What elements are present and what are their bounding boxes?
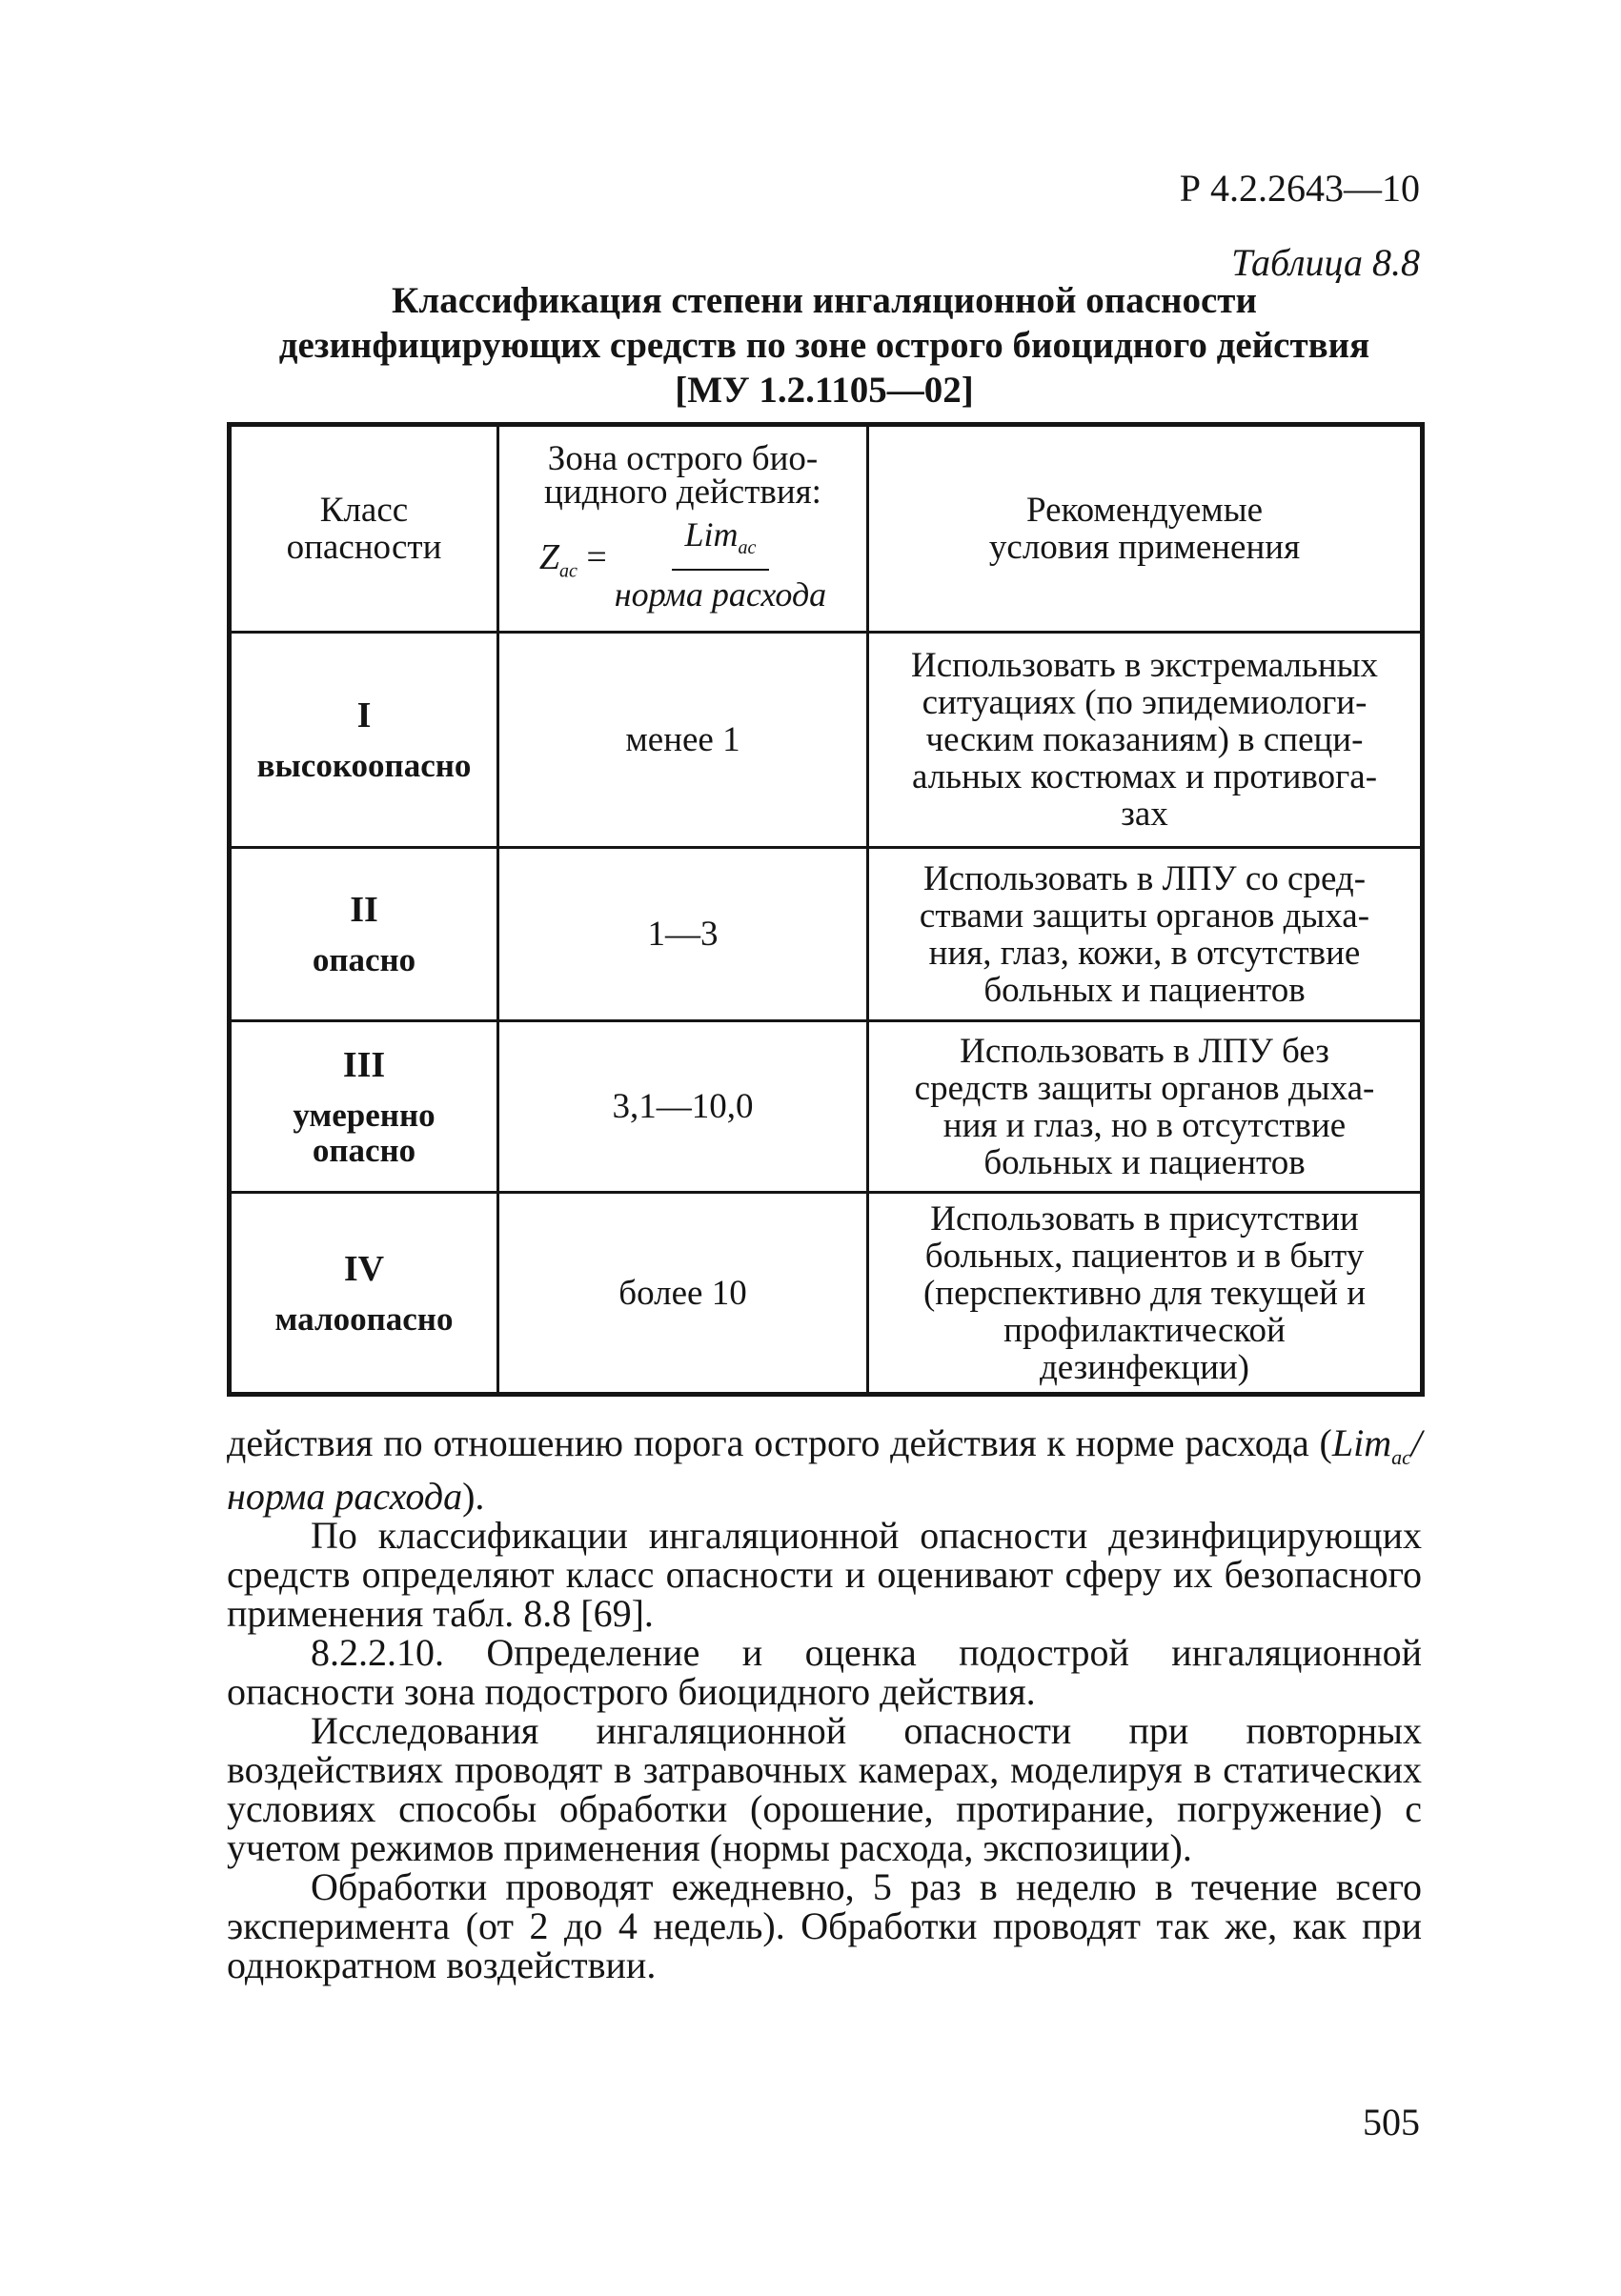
header-biocidal-zone: Зона острого био- цидного действия: $Z_{ac}$ = $\frac{Lim_{ac}}{\text{норма расхода}}$ <box>498 425 868 633</box>
table-title-line: дезинфицирующих средств по зоне острого биоцидного действия <box>278 325 1370 366</box>
table-title-line: Классификация степени ингаляционной опасности <box>392 280 1257 321</box>
recommendation-cell: Использовать в ЛПУ со сред- ствами защиты органов дыха- ния, глаз, кожи, в отсутствие больных и пациентов <box>868 848 1423 1021</box>
zone-value-cell: менее 1 <box>498 633 868 848</box>
header-recommended-conditions: Рекомендуемые условия применения <box>868 425 1423 633</box>
recommendation-cell: Использовать в присутствии больных, пациентов и в быту (перспективно для текущей и профилактической дезинфекции) <box>868 1193 1423 1395</box>
table-label: Таблица 8.8 <box>1231 241 1420 284</box>
table-row <box>230 1021 1423 1193</box>
hazard-class-cell: III умеренно опасно <box>230 1021 498 1193</box>
hazard-class-cell: IV малоопасно <box>230 1193 498 1395</box>
table-row <box>230 1193 1423 1395</box>
recommendation-cell: Использовать в ЛПУ без средств защиты органов дыха- ния и глаз, но в отсутствие больных и пациентов <box>868 1021 1423 1193</box>
hazard-class-cell: II опасно <box>230 848 498 1021</box>
body-text <box>227 1423 1422 1984</box>
page-number: 505 <box>1363 2101 1420 2144</box>
zone-formula: $Z_{ac}$ = $\frac{Lim_{ac}}{\text{норма расхода}}$ <box>538 514 827 614</box>
paragraph: действия по отношению порога острого действия к норме расхода (Lim$_{ac}$/норма расхода). <box>227 1421 1422 1518</box>
zone-value-cell: 3,1—10,0 <box>498 1021 868 1193</box>
header-hazard-class: Класс опасности <box>230 425 498 633</box>
hazard-classification-table <box>227 422 1425 1397</box>
table-title-line: [МУ 1.2.1105—02] <box>675 370 974 411</box>
paragraph: Исследования ингаляционной опасности при повторных воздействиях проводят в затравочных камерах, моделируя в статических условиях способы обработки (орошение, протирание, погружение) с учетом режимов применения (нормы расхода, экспозиции). <box>227 1709 1422 1869</box>
paragraph: 8.2.2.10. Определение и оценка подострой ингаляционной опасности зона подострого биоцидного действия. <box>227 1631 1422 1713</box>
zone-value-cell: 1—3 <box>498 848 868 1021</box>
document-code: Р 4.2.2643—10 <box>1179 167 1420 210</box>
zone-value-cell: более 10 <box>498 1193 868 1395</box>
formula-fraction: $\frac{Lim_{ac}}{\text{норма расхода}}$ <box>614 514 827 614</box>
table-title <box>229 278 1420 413</box>
hazard-class-cell: I высокоопасно <box>230 633 498 848</box>
paragraph: По классификации ингаляционной опасности дезинфицирующих средств определяют класс опасности и оценивают сферу их безопасного применения табл. 8.8 [69]. <box>227 1514 1422 1635</box>
table-row <box>230 633 1423 848</box>
paragraph: Обработки проводят ежедневно, 5 раз в неделю в течение всего эксперимента (от 2 до 4 недель). Обработки проводят так же, как при однократном воздействии. <box>227 1865 1422 1986</box>
recommendation-cell: Использовать в экстремальных ситуациях (по эпидемиологи- ческим показаниям) в специ- альных костюмах и противога- зах <box>868 633 1423 848</box>
table-row <box>230 848 1423 1021</box>
table-header-row <box>230 425 1423 633</box>
